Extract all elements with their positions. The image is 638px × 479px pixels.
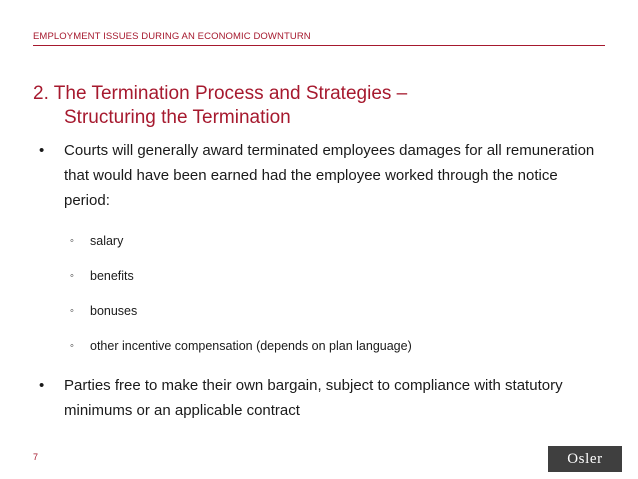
sub-bullet-marker: ◦ — [70, 235, 74, 247]
bullet-text: Parties free to make their own bargain, subject to compliance with statutory minimums or an applicable contract — [64, 377, 563, 419]
bullet-item — [36, 373, 606, 423]
sub-bullet-text: bonuses — [90, 304, 138, 318]
sub-bullet-text: other incentive compensation (depends on plan language) — [90, 339, 412, 353]
sub-bullet-text: salary — [90, 234, 124, 248]
sub-bullet-list — [36, 224, 606, 364]
slide-title-line-1: 2. The Termination Process and Strategies – — [33, 83, 408, 104]
sub-bullet-marker: ◦ — [70, 305, 74, 317]
logo-wordmark: Osler — [567, 450, 603, 467]
slide-title — [33, 82, 593, 130]
section-header: EMPLOYMENT ISSUES DURING AN ECONOMIC DOWNTURN — [33, 31, 311, 42]
page-number: 7 — [33, 452, 39, 462]
bullet-marker: • — [39, 142, 45, 159]
osler-logo-icon — [548, 446, 622, 472]
slide-title-line-2: Structuring the Termination — [64, 107, 291, 128]
bullet-text: Courts will generally award terminated employees damages for all remuneration that would have been earned had the employee worked through the notice period: — [64, 142, 595, 209]
sub-bullet-item — [36, 224, 606, 259]
sub-bullet-item — [36, 329, 606, 364]
bullet-item — [36, 138, 606, 213]
sub-bullet-item — [36, 294, 606, 329]
sub-bullet-item — [36, 259, 606, 294]
bullet-marker: • — [39, 377, 45, 394]
sub-bullet-marker: ◦ — [70, 340, 74, 352]
sub-bullet-marker: ◦ — [70, 270, 74, 282]
header-divider — [33, 45, 605, 46]
slide-content — [36, 138, 606, 423]
sub-bullet-text: benefits — [90, 269, 134, 283]
